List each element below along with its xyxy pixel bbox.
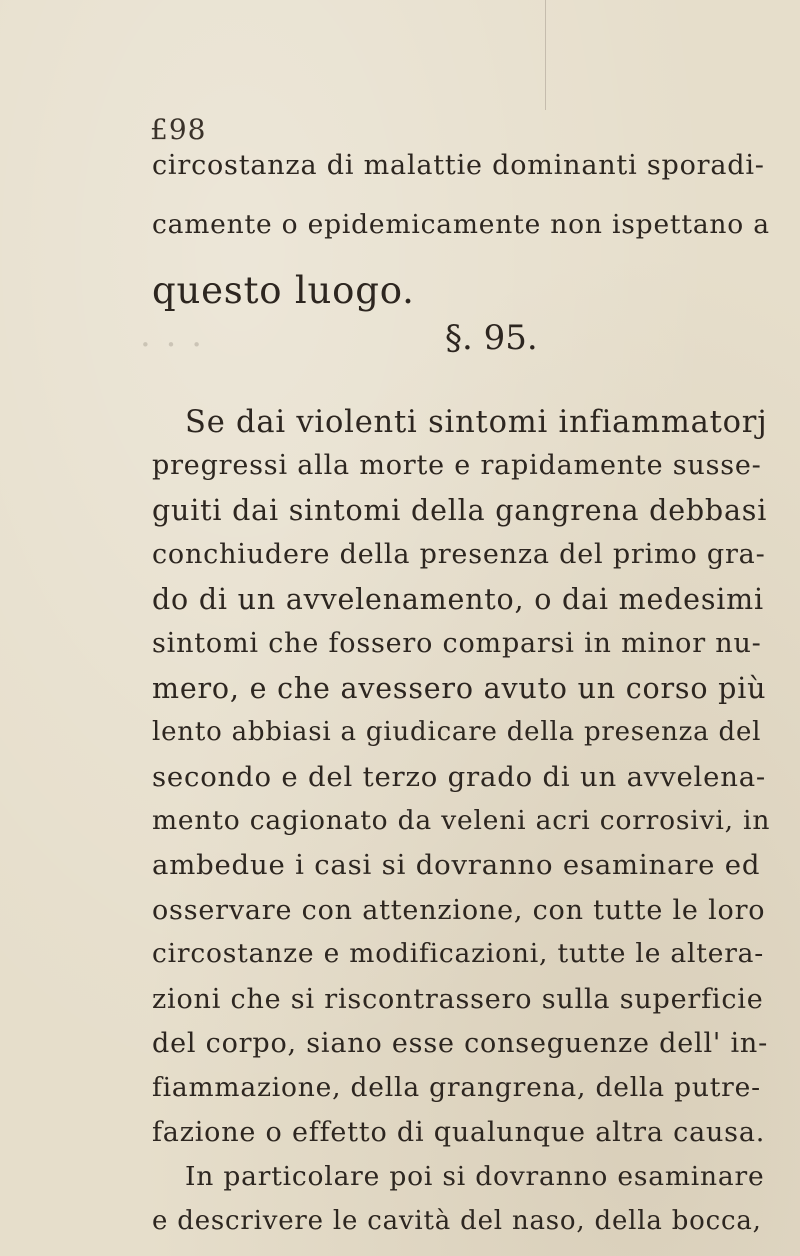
- page-number: £98: [150, 113, 207, 146]
- text-line-11: lento abbiasi a giudicare della presenza del: [152, 717, 762, 748]
- text-line-20: fazione o effetto di qualunque altra causa.: [152, 1117, 766, 1149]
- text-line-21: In particolare poi si dovranno esaminare: [185, 1160, 765, 1192]
- text-line-17: zioni che si riscontrassero sulla superficie: [152, 983, 764, 1015]
- text-line-12: secondo e del terzo grado di un avvelena-: [152, 760, 767, 793]
- text-line-9: sintomi che fossero comparsi in minor nu-: [152, 628, 762, 660]
- bleed-through-text: · · ·: [140, 325, 205, 365]
- text-line-16: circostanze e modificazioni, tutte le altera-: [152, 938, 765, 970]
- text-line-13: mento cagionato da veleni acri corrosivi, in: [152, 805, 771, 836]
- text-line-6: guiti dai sintomi della gangrena debbasi: [152, 493, 768, 527]
- text-line-19: fiammazione, della grangrena, della putre-: [152, 1071, 761, 1103]
- text-line-8: do di un avvelenamento, o dai medesimi: [152, 582, 764, 616]
- text-line-18: del corpo, siano esse conseguenze dell' in-: [152, 1028, 769, 1060]
- text-line-5: pregressi alla morte e rapidamente susse-: [152, 450, 762, 482]
- page-crease: [545, 0, 546, 110]
- text-line-7: conchiudere della presenza del primo gra-: [152, 539, 766, 571]
- text-line-1: circostanza di malattie dominanti sporadi-: [152, 150, 765, 181]
- text-line-10: mero, e che avessero avuto un corso più: [152, 671, 767, 705]
- text-line-4: Se dai violenti sintomi infiammatorj: [185, 405, 768, 440]
- text-line-3: questo luogo.: [152, 269, 415, 312]
- section-heading: §. 95.: [445, 318, 538, 358]
- text-line-15: osservare con attenzione, con tutte le loro: [152, 894, 766, 926]
- text-line-2: camente o epidemicamente non ispettano a: [152, 209, 770, 240]
- text-line-22: e descrivere le cavità del naso, della bocca,: [152, 1206, 762, 1236]
- text-line-14: ambedue i casi si dovranno esaminare ed: [152, 849, 761, 882]
